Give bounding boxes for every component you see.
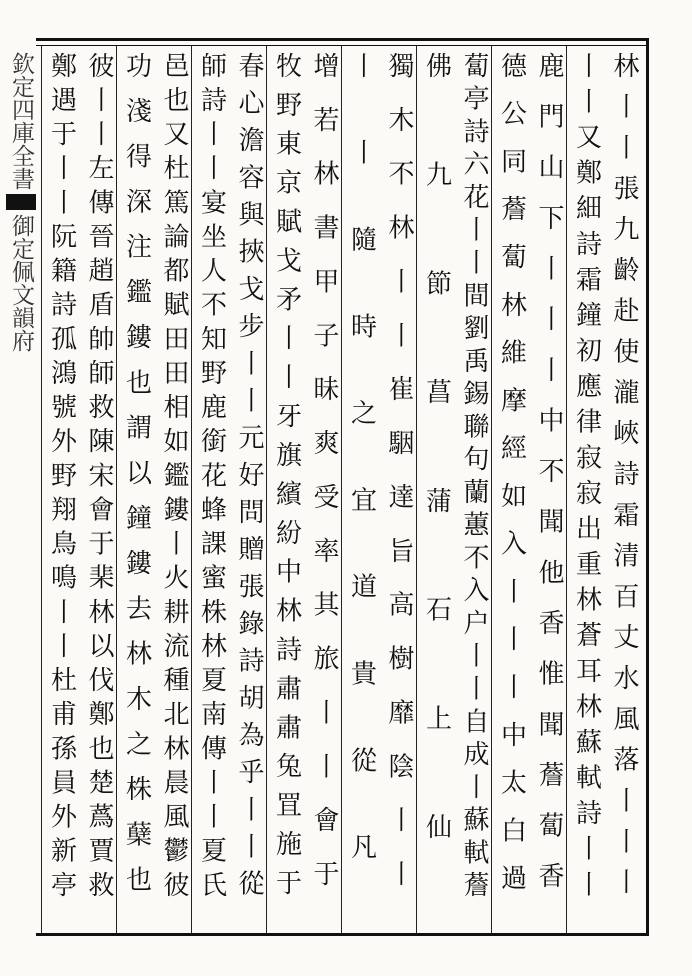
text-column-11: 春心澹容與挾戈步丨丨元好問贈張錄詩胡為乎丨丨從	[234, 52, 264, 907]
text-column-1: 林丨丨張九齡赴使瀧峽詩霜清百丈水風落丨丨丨	[609, 52, 639, 909]
column-rule	[341, 46, 342, 933]
text-column-3: 鹿門山下丨丨丨中不聞他香惟聞薝蔔香	[534, 52, 564, 913]
column-rule	[116, 46, 117, 933]
top-border-inner	[36, 45, 648, 46]
bottom-border	[36, 933, 648, 936]
edge-title: 欽定四庫全書	[8, 52, 34, 190]
text-column-16: 鄭遇于丨丨阮籍詩孤鴻號外野翔鳥鳴丨丨杜甫孫員外新亭	[46, 52, 77, 905]
text-column-13: 邑也又杜篤論都賦田田相如鑑鏤丨火耕流種北林晨風鬱彼	[159, 52, 189, 905]
text-column-7: 獨木不林丨丨崔駰達旨高樹靡陰丨丨	[384, 52, 414, 914]
text-column-12: 師詩丨丨宴坐人不知野鹿銜花蜂課蜜株林夏南傳丨丨夏氏	[196, 52, 227, 905]
fishtail-mark-icon	[6, 194, 36, 210]
page-margin-label	[4, 52, 40, 932]
top-border	[36, 38, 648, 41]
text-column-14: 功淺得深注鑑鏤也謂以鐘鏤去林木之株蘖也	[121, 52, 152, 911]
column-rule	[41, 46, 42, 933]
column-rule	[491, 46, 492, 933]
right-border	[646, 38, 649, 936]
text-column-15: 彼丨丨左傳晉趙盾帥師救陳宋會于棐林以伐鄭也楚蔿賈救	[84, 52, 114, 905]
edge-subtitle: 御定佩文韻府	[8, 214, 34, 352]
text-column-4: 德公同薝蔔林維摩經如入丨丨丨中太白過	[496, 52, 527, 912]
text-column-5: 蔔亭詩六花丨丨間劉禹錫聯句蘭蕙不入户丨丨自成丨蘇軾薝	[459, 52, 489, 904]
text-column-6: 佛九節菖蒲石上仙	[421, 52, 452, 922]
column-rule	[566, 46, 567, 933]
column-rule	[191, 46, 192, 933]
text-column-9: 增若林書甲子昧爽受率其旅丨丨會于	[309, 52, 339, 914]
text-column-10: 牧野東京賦戈矛丨丨牙旗繽紛中林詩肅肅兔罝施于	[271, 52, 302, 908]
text-column-2: 丨丨又鄭細詩霜鐘初應律寂寂出重林蒼耳林蘇軾詩丨丨	[571, 52, 602, 906]
column-rule	[266, 46, 267, 933]
column-rule	[416, 46, 417, 933]
text-column-8: 丨丨隨時之宜道貴從凡	[346, 52, 377, 920]
